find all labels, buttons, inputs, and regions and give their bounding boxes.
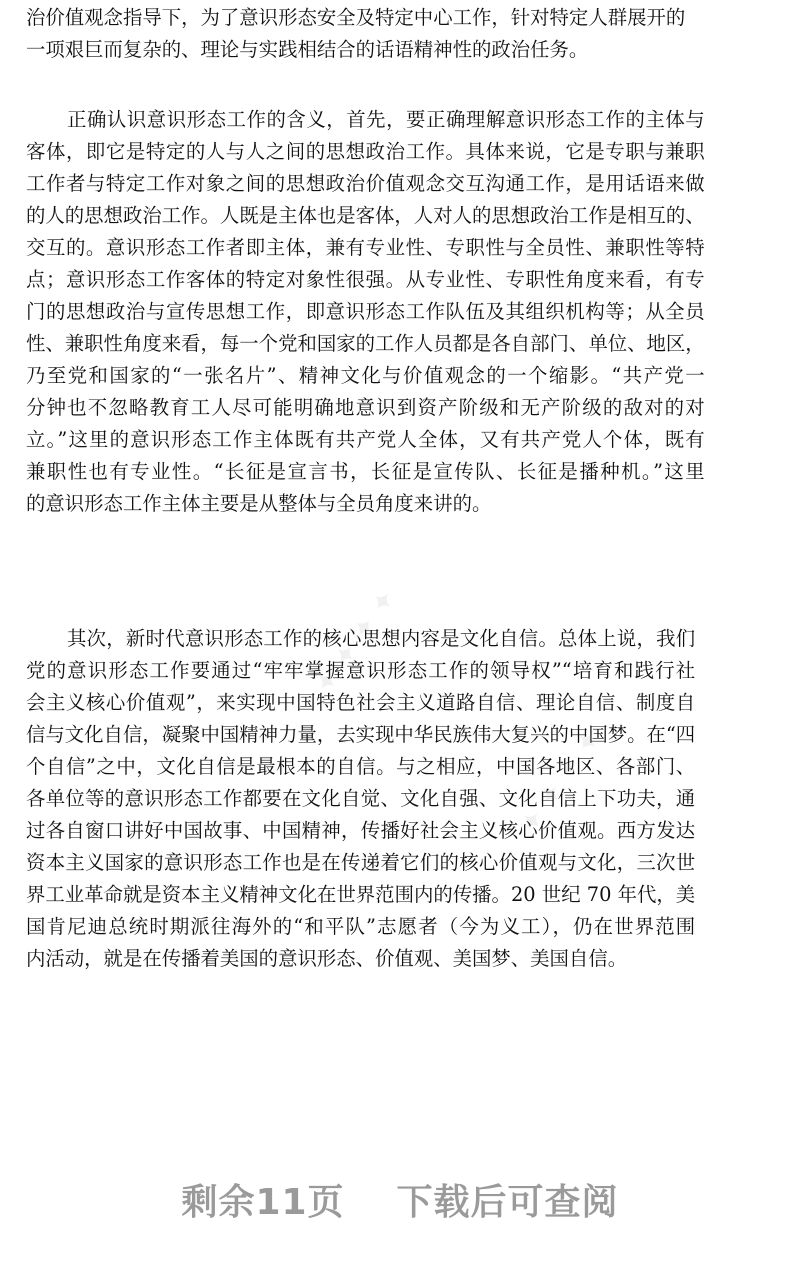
text-line: 兼职性也有专业性。“长征是宣言书，长征是宣传队、长征是播种机。”这里 bbox=[26, 460, 705, 483]
text-line: 其次，新时代意识形态工作的核心思想内容是文化自信。总体上说，我们 bbox=[67, 627, 696, 650]
text-line: 正确认识意识形态工作的含义，首先，要正确理解意识形态工作的主体与 bbox=[67, 108, 705, 131]
text-line: 过各自窗口讲好中国故事、中国精神，传播好社会主义核心价值观。西方发达 bbox=[26, 819, 696, 842]
text-line: 的人的思想政治工作。人既是主体也是客体，人对人的思想政治工作是相互的、 bbox=[26, 204, 705, 227]
text-line: 门的思想政治与宣传思想工作，即意识形态工作队伍及其组织机构等；从全员 bbox=[26, 300, 705, 323]
text-line: 治价值观念指导下，为了意识形态安全及特定中心工作，针对特定人群展开的 bbox=[26, 6, 686, 29]
text-line: 立。”这里的意识形态工作主体既有共产党人全体，又有共产党人个体，既有 bbox=[26, 428, 705, 451]
text-line: 国肯尼迪总统时期派往海外的“和平队”志愿者（今为义工），仍在世界范围 bbox=[26, 915, 696, 938]
text-line: 工作者与特定工作对象之间的思想政治价值观念交互沟通工作，是用话语来做 bbox=[26, 172, 705, 195]
paragraph-3 bbox=[26, 623, 695, 975]
text-line: 党的意识形态工作要通过“牢牢掌握意识形态工作的领导权”“培育和践行社 bbox=[26, 659, 696, 682]
watermark: ✦ ✦ ✦ ✦ bbox=[307, 582, 404, 701]
remaining-pages-text: 剩余11页 bbox=[181, 1182, 345, 1223]
watermark: ✦ ✦ ✦ ✦ bbox=[512, 722, 609, 841]
text-line: 客体，即它是特定的人与人之间的思想政治工作。具体来说，它是专职与兼职 bbox=[26, 140, 705, 163]
text-line: 的意识形态工作主体主要是从整体与全员角度来讲的。 bbox=[26, 492, 492, 515]
text-line: 各单位等的意识形态工作都要在文化自觉、文化自强、文化自信上下功夫，通 bbox=[26, 787, 696, 810]
text-line: 一项艰巨而复杂的、理论与实践相结合的话语精神性的政治任务。 bbox=[26, 38, 589, 61]
text-line: 交互的。意识形态工作者即主体，兼有专业性、专职性与全员性、兼职性等特 bbox=[26, 236, 705, 259]
download-prompt-banner[interactable] bbox=[0, 1174, 800, 1225]
text-line: 内活动，就是在传播着美国的意识形态、价值观、美国梦、美国自信。 bbox=[26, 947, 628, 970]
text-line: 资本主义国家的意识形态工作也是在传递着它们的核心价值观与文化，三次世 bbox=[26, 851, 696, 874]
download-to-view-text: 下载后可查阅 bbox=[396, 1182, 619, 1223]
text-line: 性、兼职性角度来看，每一个党和国家的工作人员都是各自部门、单位、地区， bbox=[26, 332, 705, 355]
paragraph-2 bbox=[26, 104, 705, 520]
text-line: 分钟也不忽略教育工人尽可能明确地意识到资产阶级和无产阶级的敌对的对 bbox=[26, 396, 705, 419]
text-line: 信与文化自信，凝聚中国精神力量，去实现中华民族伟大复兴的中国梦。在“四 bbox=[26, 723, 696, 746]
text-line: 点；意识形态工作客体的特定对象性很强。从专业性、专职性角度来看，有专 bbox=[26, 268, 705, 291]
text-line: 界工业革命就是资本主义精神文化在世界范围内的传播。20 世纪 70 年代，美 bbox=[26, 883, 696, 906]
text-line: 个自信”之中，文化自信是最根本的自信。与之相应，中国各地区、各部门、 bbox=[26, 755, 696, 778]
text-line: 乃至党和国家的“一张名片”、精神文化与价值观念的一个缩影。“共产党一 bbox=[26, 364, 705, 387]
text-line: 会主义核心价值观”，来实现中国特色社会主义道路自信、理论自信、制度自 bbox=[26, 691, 696, 714]
paragraph-1 bbox=[26, 2, 685, 66]
